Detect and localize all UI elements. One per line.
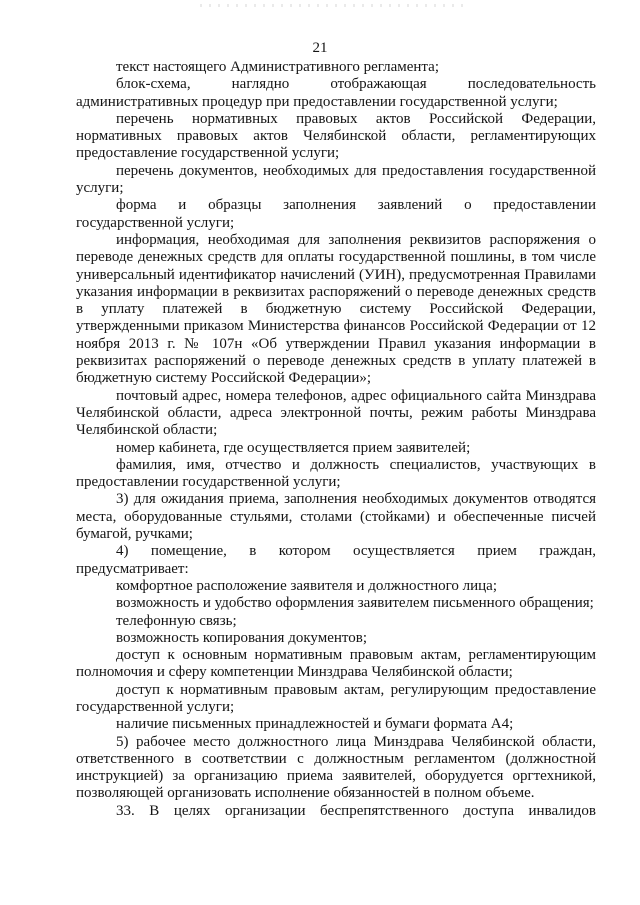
paragraph-18: наличие письменных принадлежностей и бумаги формата А4; <box>116 716 514 733</box>
paragraph-4: перечень документов, необходимых для предоставления государственной услуги; <box>76 162 596 197</box>
paragraph-14: телефонную связь; <box>116 612 237 629</box>
scan-artifact <box>200 4 470 7</box>
paragraph-6: информация, необходимая для заполнения реквизитов распоряжения о переводе денежных средств для оплаты государственной пошлины, в том числе универсальный идентификатор начислений (УИН), предусмотренная Правилами указания информации в реквизитах распоряжений о переводе денежных средств в уплату платежей в бюджетную систему Российской Федерации, утвержденными приказом Министерства финансов Российской Федерации от 12 ноября 2013 г. № 107н «Об утверждении Правил указания информации в реквизитах распоряжений о переводе денежных средств в уплату платежей в бюджетную систему Российской Федерации»; <box>76 231 596 387</box>
paragraph-13: возможность и удобство оформления заявителем письменного обращения; <box>116 595 594 612</box>
paragraph-1: текст настоящего Административного регламента; <box>116 59 439 75</box>
paragraph-3: перечень нормативных правовых актов Российской Федерации, нормативных правовых актов Челябинской области, регламентирующих предоставление государственной услуги; <box>76 110 596 162</box>
paragraph-9: фамилия, имя, отчество и должность специалистов, участвующих в предоставлении государственной услуги; <box>76 456 596 491</box>
paragraph-16: доступ к основным нормативным правовым актам, регламентирующим полномочия и сферу компетенции Минздрава Челябинской области; <box>76 647 596 681</box>
paragraph-12: комфортное расположение заявителя и должностного лица; <box>116 577 498 594</box>
paragraph-17: доступ к нормативным правовым актам, регулирующим предоставление государственной услуги; <box>76 681 596 715</box>
paragraph-5: форма и образцы заполнения заявлений о предоставлении государственной услуги; <box>76 197 596 231</box>
paragraph-20: 33. В целях организации беспрепятственного доступа инвалидов <box>116 802 596 819</box>
paragraph-2: блок-схема, наглядно отображающая последовательность административных процедур при предоставлении государственной услуги; <box>76 76 596 110</box>
paragraph-7: почтовый адрес, номера телефонов, адрес официального сайта Минздрава Челябинской области, адреса электронной почты, режим работы Минздрава Челябинской области; <box>76 387 596 439</box>
paragraph-8: номер кабинета, где осуществляется прием заявителей; <box>116 439 471 456</box>
paragraph-11: 4) помещение, в котором осуществляется прием граждан, предусматривает: <box>76 543 596 577</box>
paragraph-10: 3) для ожидания приема, заполнения необходимых документов отводятся места, оборудованные стульями, столами (стойками) и обеспеченные писчей бумагой, ручками; <box>76 491 596 543</box>
paragraph-19: 5) рабочее место должностного лица Минздрава Челябинской области, ответственного в соответствии с должностным регламентом (должностной инструкцией) за организацию приема заявителей, оборудуется оргтехникой, позволяющей организовать исполнение обязанностей в полном объеме. <box>76 733 596 802</box>
document-body <box>76 59 596 820</box>
page-number: 21 <box>312 40 328 56</box>
paragraph-15: возможность копирования документов; <box>116 629 368 646</box>
